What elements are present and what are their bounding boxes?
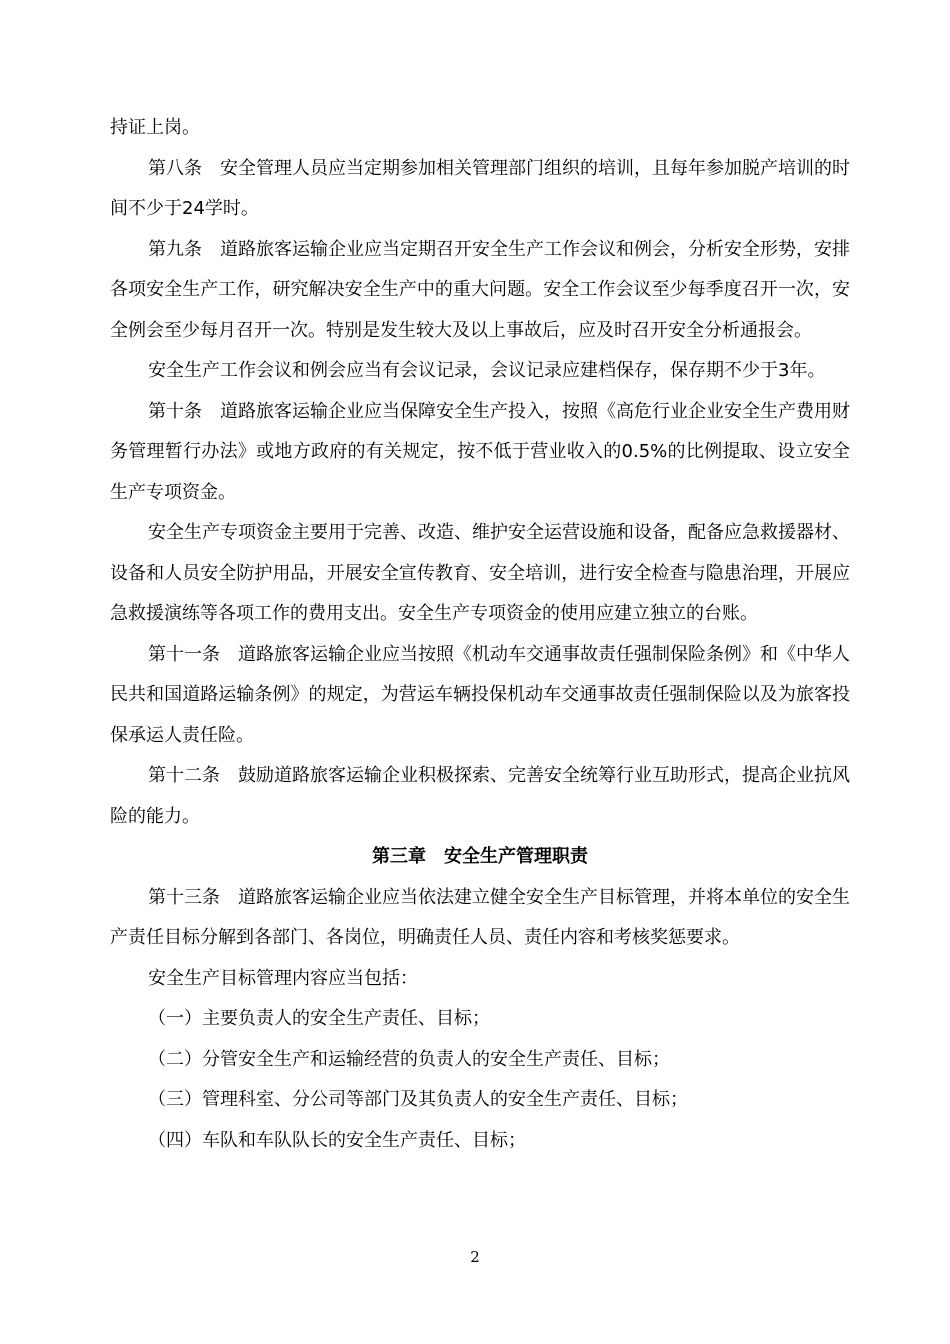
paragraph: 安全生产工作会议和例会应当有会议记录，会议记录应建档保存，保存期不少于3年。 [148,360,826,381]
article-12: 第十二条 鼓励道路旅客运输企业积极探索、完善安全统筹行业互助形式，提高企业抗风险的能力。 [110,765,850,827]
article-8: 第八条 安全管理人员应当定期参加相关管理部门组织的培训，且每年参加脱产培训的时间不少于24学时。 [110,157,850,219]
list-item: （三）管理科室、分公司等部门及其负责人的安全生产责任、目标； [148,1089,688,1110]
paragraph: 持证上岗。 [110,117,200,138]
page-number: 2 [470,1248,480,1266]
article-10: 第十条 道路旅客运输企业应当保障安全生产投入，按照《高危行业企业安全生产费用财务管理暂行办法》或地方政府的有关规定，按不低于营业收入的0.5%的比例提取、设立安全生产专项资金。 [110,400,850,503]
paragraph: 安全生产专项资金主要用于完善、改造、维护安全运营设施和设备，配备应急救援器材、设备和人员安全防护用品，开展安全宣传教育、安全培训，进行安全检查与隐患治理，开展应急救援演练等各项工作的费用支出。安全生产专项资金的使用应建立独立的台账。 [110,522,850,624]
list-item: （四）车队和车队队长的安全生产责任、目标； [148,1129,526,1151]
document-body [110,108,850,1161]
article-9: 第九条 道路旅客运输企业应当定期召开安全生产工作会议和例会，分析安全形势，安排各项安全生产工作，研究解决安全生产中的重大问题。安全工作会议至少每季度召开一次，安全例会至少每月召开一次。特别是发生较大及以上事故后，应及时召开安全分析通报会。 [110,238,850,341]
article-11: 第十一条 道路旅客运输企业应当按照《机动车交通事故责任强制保险条例》和《中华人民共和国道路运输条例》的规定，为营运车辆投保机动车交通事故责任强制保险以及为旅客投保承运人责任险。 [110,643,850,746]
chapter-heading: 第三章 安全生产管理职责 [372,846,588,867]
paragraph: 安全生产目标管理内容应当包括： [148,967,418,989]
list-item: （一）主要负责人的安全生产责任、目标； [148,1008,490,1029]
list-item: （二）分管安全生产和运输经营的负责人的安全生产责任、目标； [148,1048,670,1070]
article-13: 第十三条 道路旅客运输企业应当依法建立健全安全生产目标管理，并将本单位的安全生产责任目标分解到各部门、各岗位，明确责任人员、责任内容和考核奖惩要求。 [110,886,850,948]
